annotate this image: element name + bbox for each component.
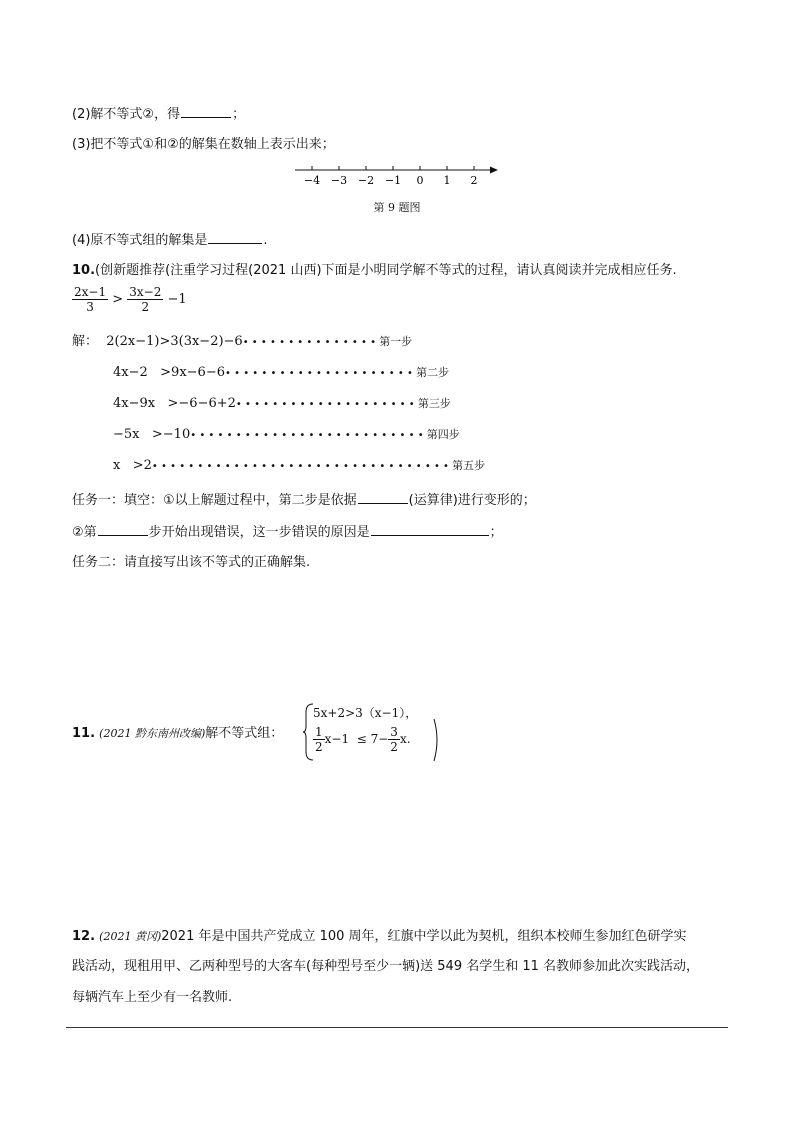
leader-dots: •••••••••••••••	[242, 337, 380, 348]
task1a-text: 任务一：填空：①以上解题过程中，第二步是依据	[72, 493, 357, 508]
numerator: 2x−1	[74, 285, 107, 299]
arrow-icon	[490, 167, 498, 174]
solution-prefix: 解：	[72, 334, 99, 349]
number-line	[290, 160, 505, 190]
q10-task1b	[72, 522, 503, 542]
tail-term: −1	[167, 292, 187, 307]
q12-line3: 每辆汽车上至少有一名教师.	[72, 990, 233, 1005]
q9-part3: (3)把不等式①和②的解集在数轴上表示出来；	[72, 137, 335, 152]
q9-part4-text: (4)原不等式组的解集是	[72, 233, 208, 248]
system-row-2-end: x.	[399, 732, 411, 746]
tick-label: −1	[384, 174, 402, 187]
step-1	[72, 333, 412, 352]
numerator: 3x−2	[129, 285, 162, 299]
system-row-2-mid: x−1 ≤ 7−	[324, 732, 389, 746]
q10-header	[72, 262, 677, 280]
leader-dots: ••••••••••••••••••••	[235, 399, 418, 410]
q10-task2: 任务二：请直接写出该不等式的正确解集.	[72, 555, 311, 570]
answer-blank[interactable]	[371, 522, 489, 536]
q9-part4	[72, 230, 268, 250]
task1a-end: (运算律)进行变形的；	[408, 493, 536, 508]
step-label: 第三步	[417, 397, 451, 410]
question-number: 12.	[72, 929, 96, 944]
q9-part4-end: .	[263, 233, 268, 248]
tick-label: −2	[357, 174, 375, 187]
step-label: 第四步	[426, 428, 460, 441]
numerator: 3	[390, 725, 398, 739]
q11-text: 解不等式组：	[205, 726, 284, 741]
tick-label: 1	[443, 174, 451, 187]
denominator: 3	[86, 300, 94, 314]
step-5	[113, 457, 485, 476]
numerator: 1	[315, 725, 323, 739]
q10-task1a	[72, 490, 536, 510]
fraction	[313, 725, 325, 754]
q10-source: (创新题推荐(注重学习过程(2021 山西)下面是小明同学解不等式的过程，请认真阅读并完成相应任务.	[95, 263, 677, 278]
step-2	[113, 364, 449, 383]
tick-label: 0	[416, 174, 424, 187]
q11-source: (2021 黔东南州改编)	[99, 727, 206, 740]
leader-dots: •••••••••••••••••••••••••••••••••	[151, 461, 453, 472]
step-4	[113, 426, 460, 445]
step-3	[113, 395, 451, 414]
task1b-pre: ②第	[72, 525, 97, 540]
step-label: 第二步	[416, 366, 450, 379]
step-expression: 2(2x−1)>3(3x−2)−6	[106, 334, 243, 349]
step-expression: 4x−2 >9x−6−6	[113, 365, 225, 380]
q12-line1-text: 2021 年是中国共产党成立 100 周年，红旗中学以此为契机，组织本校师生参加红色研学实	[161, 929, 687, 944]
step-label: 第一步	[379, 335, 413, 348]
system-row-1-text: 5x+2>3（x−1），	[313, 706, 418, 720]
step-label: 第五步	[452, 459, 486, 472]
figure-caption: 第 9 题图	[373, 201, 421, 214]
q10-inequality	[72, 284, 187, 316]
answer-blank[interactable]	[208, 230, 262, 244]
q9-part2-text: (2)解不等式②，得	[72, 107, 181, 122]
q11-header	[72, 725, 283, 743]
tick-label: −3	[330, 174, 348, 187]
number-line-ticks	[304, 166, 478, 187]
step-expression: x >2	[113, 458, 152, 473]
answer-blank[interactable]	[98, 522, 148, 536]
q12-line2: 践活动，现租用甲、乙两种型号的大客车(每种型号至少一辆)送 549 名学生和 11 名教师参加此次实践活动，	[72, 959, 700, 974]
q9-part2-end: ；	[232, 107, 246, 122]
fraction	[388, 725, 400, 754]
task1b-end: ；	[489, 525, 503, 540]
fraction	[127, 285, 163, 314]
q12-source: (2021 黄冈)	[99, 930, 162, 943]
question-number: 10.	[72, 263, 96, 278]
q9-part2	[72, 104, 245, 124]
leader-dots: ••••••••••••••••••••••••••	[190, 430, 427, 441]
system-right-paren	[432, 718, 442, 762]
step-expression: 4x−9x >−6−6+2	[113, 396, 236, 411]
tick-label: −4	[303, 174, 321, 187]
q12-line1	[72, 928, 687, 946]
answer-blank[interactable]	[181, 104, 231, 118]
leader-dots: •••••••••••••••••••••	[225, 368, 417, 379]
step-expression: −5x >−10	[113, 427, 191, 442]
system-row-1	[313, 704, 417, 722]
denominator: 2	[315, 740, 323, 754]
denominator: 2	[141, 300, 150, 314]
footer-divider	[66, 1027, 728, 1028]
tick-label: 2	[470, 174, 478, 187]
fraction	[72, 285, 108, 314]
task1b-mid: 步开始出现错误，这一步错误的原因是	[148, 525, 370, 540]
operator: >	[112, 292, 124, 307]
answer-blank[interactable]	[358, 490, 408, 504]
denominator: 2	[390, 740, 398, 754]
system-row-2	[313, 722, 411, 756]
question-number: 11.	[72, 726, 96, 741]
